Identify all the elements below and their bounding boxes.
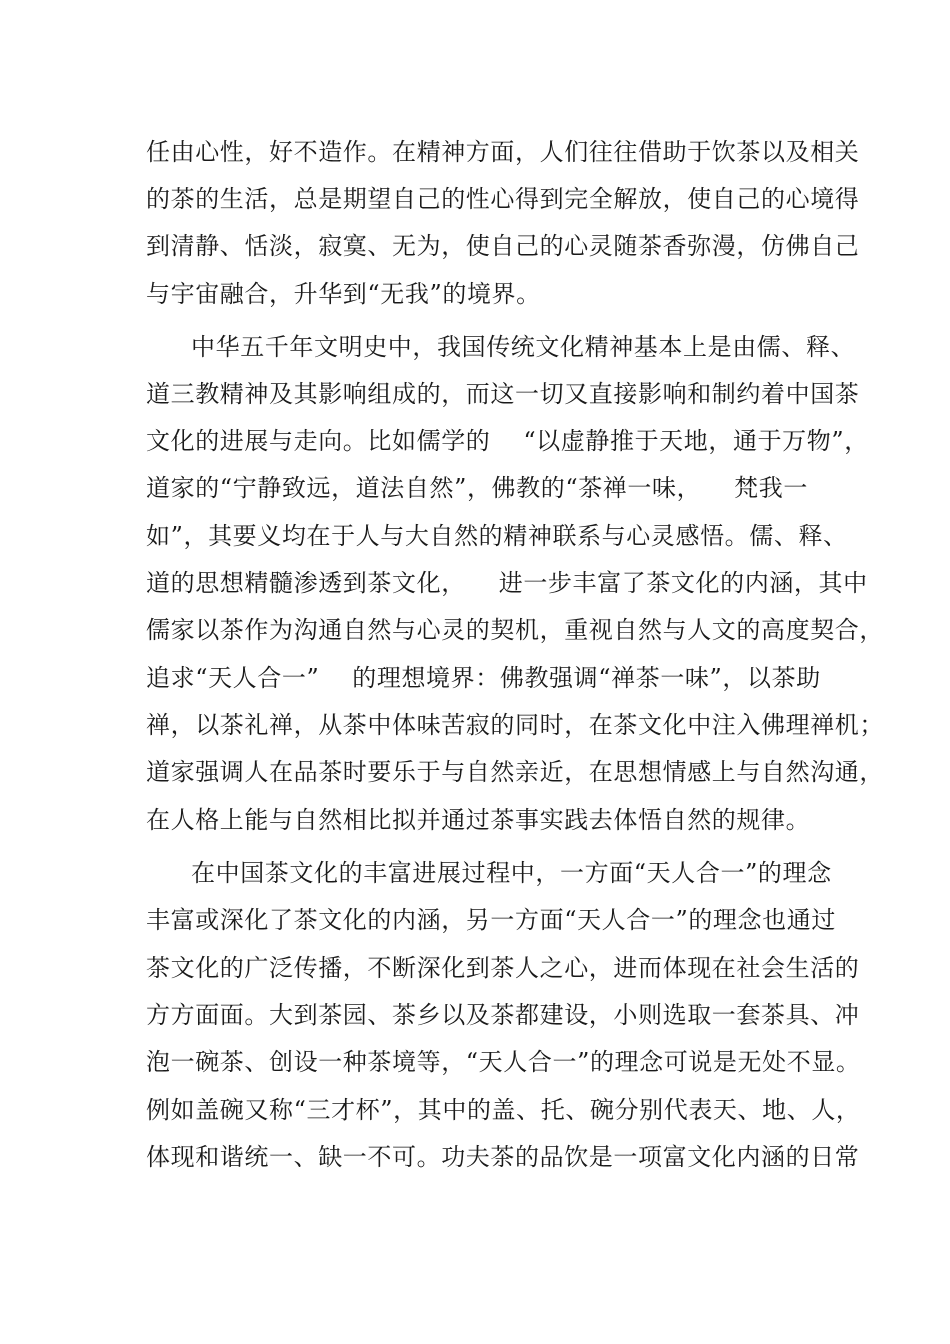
text-line: 任由心性，好不造作。在精神方面，人们往往借助于饮茶以及相关 [146,138,860,166]
text-line: 在人格上能与自然相比拟并通过茶事实践去体悟自然的规律。 [146,806,811,834]
text-line: 道的思想精髓渗透到茶文化， 进一步丰富了茶文化的内涵，其中 [146,569,868,597]
text-line: 例如盖碗又称“三才杯”，其中的盖、托、碗分别代表天、地、人， [146,1096,861,1124]
text-line: 体现和谐统一、缺一不可。功夫茶的品饮是一项富文化内涵的日常 [146,1143,860,1171]
text-line: 茶文化的广泛传播，不断深化到茶人之心，进而体现在社会生活的 [146,954,860,982]
text-line: 追求“天人合一” 的理想境界：佛教强调“禅茶一味”，以茶助 [146,664,821,692]
text-line: 道家强调人在品茶时要乐于与自然亲近，在思想情感上与自然沟通， [146,758,884,786]
text-line: 如”，其要义均在于人与大自然的精神联系与心灵感悟。儒、释、 [146,522,848,550]
text-line: 方方面面。大到茶园、茶乡以及茶都建设，小则选取一套茶具、冲 [146,1001,860,1029]
text-line: 禅，以茶礼禅，从茶中体味苦寂的同时，在茶文化中注入佛理禅机； [146,711,884,739]
paragraph-first-line: 在中国茶文化的丰富进展过程中，一方面“天人合一”的理念 [191,859,832,887]
text-line: 的茶的生活，总是期望自己的性心得到完全解放，使自己的心境得 [146,185,860,213]
text-line: 到清静、恬淡，寂寞、无为，使自己的心灵随茶香弥漫，仿佛自己 [146,232,860,260]
text-line: 丰富或深化了茶文化的内涵，另一方面“天人合一”的理念也通过 [146,906,836,934]
text-line: 道三教精神及其影响组成的，而这一切又直接影响和制约着中国茶 [146,380,860,408]
text-line: 道家的“宁静致远，道法自然”，佛教的“茶禅一味， 梵我一 [146,474,808,502]
paragraph-first-line: 中华五千年文明史中，我国传统文化精神基本上是由儒、释、 [191,333,856,361]
text-line: 泡一碗茶、创设一种茶境等，“天人合一”的理念可说是无处不显。 [146,1048,861,1076]
text-line: 与宇宙融合，升华到“无我”的境界。 [146,280,541,308]
text-line: 文化的进展与走向。比如儒学的 “以虚静推于天地，通于万物”， [146,427,869,455]
text-line: 儒家以茶作为沟通自然与心灵的契机，重视自然与人文的高度契合， [146,616,884,644]
